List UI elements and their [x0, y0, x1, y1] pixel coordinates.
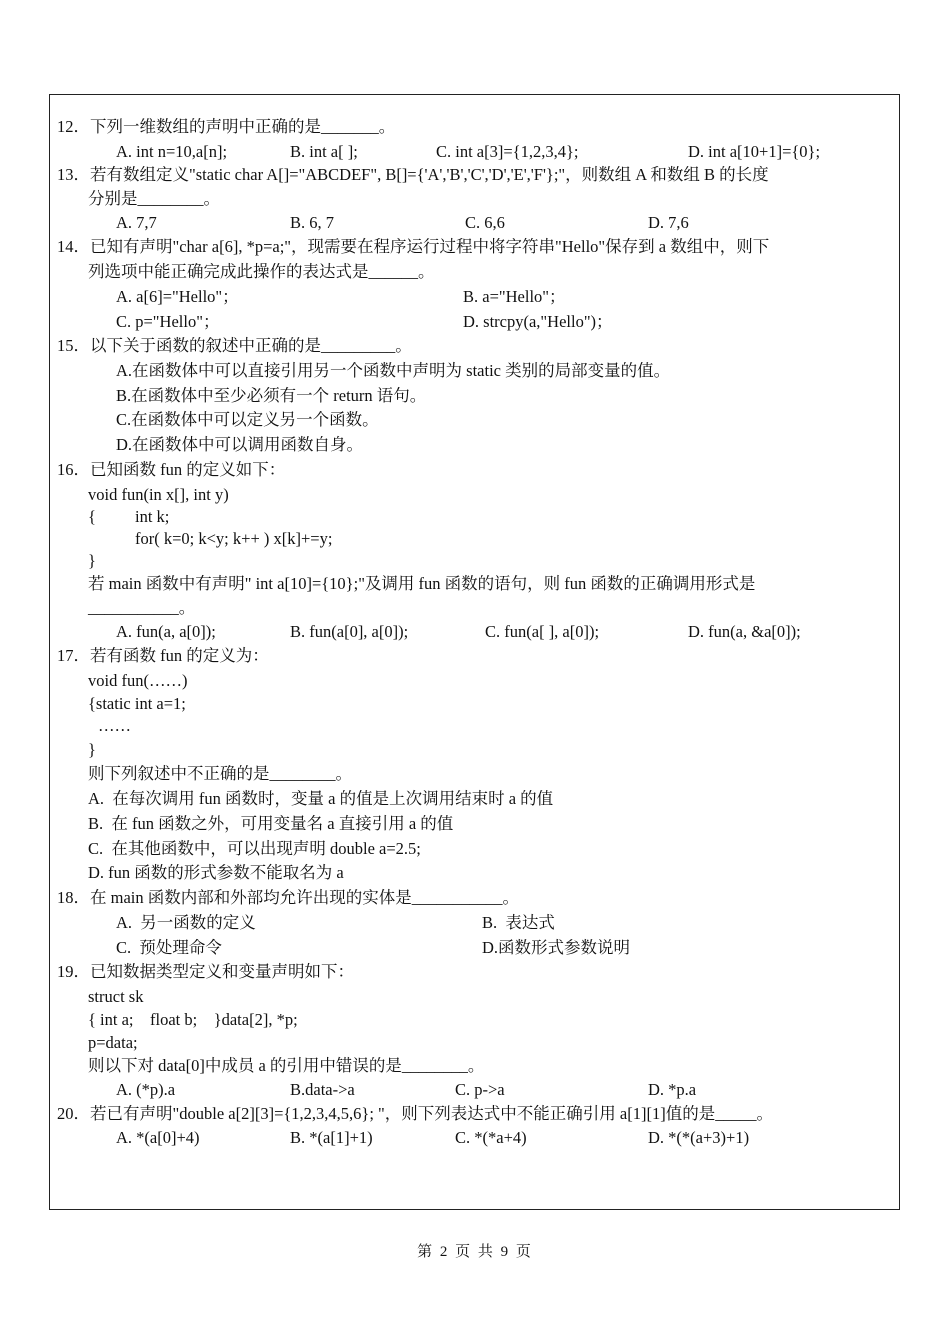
q16-stem-line2: 若 main 函数中有声明" int a[10]={10};"及调用 fun 函数的语句，则 fun 函数的正确调用形式是 [88, 574, 756, 593]
q15-option-c: C.在函数体中可以定义另一个函数。 [116, 410, 379, 429]
q18-option-d: D.函数形式参数说明 [482, 938, 631, 957]
q16-code-line3: for( k=0; k<y; k++ ) x[k]+=y; [135, 529, 333, 548]
q16-stem: 16．已知函数 fun 的定义如下： [57, 460, 286, 479]
q18-stem: 18．在 main 函数内部和外部均允许出现的实体是___________。 [57, 888, 519, 907]
q19-stem-line2: 则以下对 data[0]中成员 a 的引用中错误的是________。 [88, 1056, 485, 1075]
q17-stem: 17．若有函数 fun 的定义为： [57, 646, 269, 665]
q20-option-b: B. *(a[1]+1) [290, 1128, 373, 1147]
q18-option-b: B. 表达式 [482, 913, 555, 932]
q13-option-a: A. 7,7 [116, 213, 157, 232]
q14-option-b: B. a="Hello"； [463, 287, 566, 306]
q17-option-a: A. 在每次调用 fun 函数时，变量 a 的值是上次调用结束时 a 的值 [88, 789, 554, 808]
q13-option-d: D. 7,6 [648, 213, 689, 232]
q19-code-line1: struct sk [88, 987, 144, 1006]
q19-code-line3: p=data; [88, 1033, 138, 1052]
q16-option-a: A. fun(a, a[0]); [116, 622, 216, 641]
q14-option-d: D. strcpy(a,"Hello")； [463, 312, 613, 331]
q16-stem-line3: ___________。 [88, 598, 196, 617]
q17-option-d: D. fun 函数的形式参数不能取名为 a [88, 863, 344, 882]
q19-code-line2: { int a; float b; }data[2], *p; [88, 1010, 298, 1029]
q15-stem: 15．以下关于函数的叙述中正确的是_________。 [57, 336, 412, 355]
q15-option-d: D.在函数体中可以调用函数自身。 [116, 435, 364, 454]
q19-option-c: C. p->a [455, 1080, 505, 1099]
q16-code-line1: void fun(in x[], int y) [88, 485, 229, 504]
q16-option-c: C. fun(a[ ], a[0]); [485, 622, 600, 641]
q20-stem: 20．若已有声明"double a[2][3]={1,2,3,4,5,6}; "，则下列表达式中不能正确引用 a[1][1]值的是_____。 [57, 1104, 773, 1123]
q13-stem-line1: 13．若有数组定义"static char A[]="ABCDEF", B[]={'A','B','C','D','E','F'};"，则数组 A 和数组 B 的长度 [57, 165, 769, 184]
q12-option-c: C. int a[3]={1,2,3,4}; [436, 142, 579, 161]
q12-option-b: B. int a[ ]; [290, 142, 358, 161]
q16-code-brace-close: } [88, 551, 96, 570]
q17-option-b: B. 在 fun 函数之外，可用变量名 a 直接引用 a 的值 [88, 814, 454, 833]
q17-option-c: C. 在其他函数中，可以出现声明 double a=2.5; [88, 839, 421, 858]
q18-option-c: C. 预处理命令 [116, 938, 222, 957]
q18-option-a: A. 另一函数的定义 [116, 913, 256, 932]
q13-option-c: C. 6,6 [465, 213, 505, 232]
q14-stem-line1: 14．已知有声明"char a[6], *p=a;"，现需要在程序运行过程中将字符串"Hello"保存到 a 数组中，则下 [57, 237, 770, 256]
q17-code-line2: {static int a=1; [88, 694, 186, 713]
page-number-footer: 第 2 页 共 9 页 [417, 1244, 533, 1260]
q20-option-d: D. *(*(a+3)+1) [648, 1128, 750, 1147]
q13-option-b: B. 6, 7 [290, 213, 335, 232]
q14-option-c: C. p="Hello"； [116, 312, 220, 331]
q16-code-line2: int k; [135, 507, 170, 526]
q12-option-a: A. int n=10,a[n]; [116, 142, 228, 161]
q17-code-line1: void fun(……) [88, 671, 188, 690]
q19-option-a: A. (*p).a [116, 1080, 176, 1099]
q20-option-c: C. *(*a+4) [455, 1128, 527, 1147]
q20-option-a: A. *(a[0]+4) [116, 1128, 200, 1147]
q17-code-line3: …… [98, 716, 131, 735]
q19-option-d: D. *p.a [648, 1080, 697, 1099]
q12-option-d: D. int a[10+1]={0}; [688, 142, 821, 161]
q16-option-d: D. fun(a, &a[0]); [688, 622, 801, 641]
q19-stem: 19．已知数据类型定义和变量声明如下： [57, 962, 354, 981]
q16-code-brace-open: { [88, 507, 96, 526]
q17-stem-line2: 则下列叙述中不正确的是________。 [88, 764, 352, 783]
q16-option-b: B. fun(a[0], a[0]); [290, 622, 409, 641]
q15-option-a: A.在函数体中可以直接引用另一个函数中声明为 static 类别的局部变量的值。 [116, 361, 671, 380]
q14-option-a: A. a[6]="Hello"； [116, 287, 239, 306]
q14-stem-line2: 列选项中能正确完成此操作的表达式是______。 [88, 262, 435, 281]
q15-option-b: B.在函数体中至少必须有一个 return 语句。 [116, 386, 427, 405]
q12-stem: 12．下列一维数组的声明中正确的是_______。 [57, 117, 396, 136]
q19-option-b: B.data->a [290, 1080, 355, 1099]
q13-stem-line2: 分别是________。 [88, 189, 220, 208]
q17-code-line4: } [88, 740, 96, 759]
